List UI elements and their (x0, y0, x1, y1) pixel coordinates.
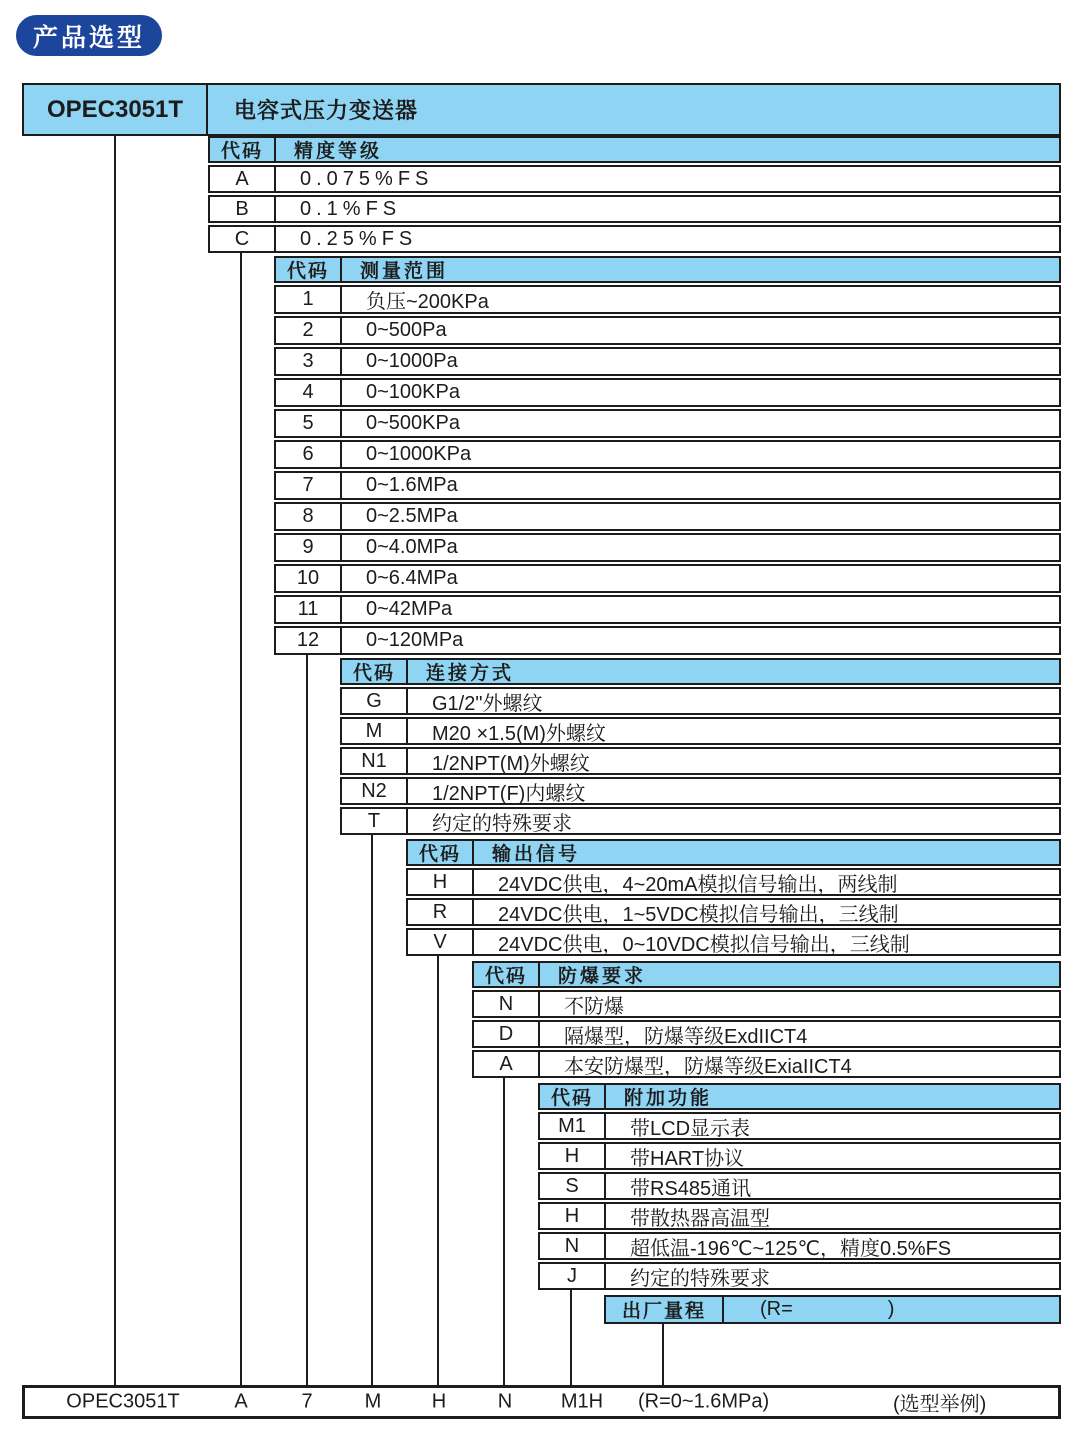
section-additional-functions (538, 1083, 1061, 1292)
code-cell: B (210, 197, 276, 221)
table-row (274, 471, 1061, 500)
section-title: 连接方式 (426, 663, 515, 684)
example-accuracy: A (234, 1390, 248, 1413)
code-cell: A (210, 167, 276, 191)
table-header-row (22, 83, 1061, 136)
desc-cell: 0.075%FS (300, 167, 434, 190)
desc-cell: 带HART协议 (630, 1147, 745, 1170)
table-row (274, 440, 1061, 469)
table-row (274, 285, 1061, 314)
table-row (538, 1202, 1061, 1230)
desc-cell: 带散热器高温型 (630, 1207, 770, 1230)
connector-line (306, 655, 308, 1385)
code-cell: 12 (276, 628, 342, 653)
table-row (340, 807, 1061, 835)
code-cell: 11 (276, 597, 342, 622)
code-cell: 1 (276, 287, 342, 312)
page-title-badge: 产品选型 (16, 15, 162, 56)
desc-cell: 约定的特殊要求 (432, 812, 572, 835)
code-cell: A (474, 1052, 540, 1076)
desc-cell: 0~6.4MPa (366, 567, 458, 589)
table-row (208, 195, 1061, 223)
table-row (406, 868, 1061, 896)
table-row (538, 1262, 1061, 1290)
table-row (274, 564, 1061, 593)
code-cell: H (540, 1204, 606, 1228)
connector-line (662, 1322, 664, 1385)
desc-cell: 隔爆型，防爆等级ExdIICT4 (564, 1025, 808, 1048)
section-header-row (274, 256, 1061, 283)
table-row (472, 1050, 1061, 1078)
code-cell: N2 (342, 779, 408, 803)
factory-range-value (724, 1297, 1059, 1322)
desc-cell: 1/2NPT(F)内螺纹 (432, 782, 586, 805)
desc-cell: 超低温-196℃~125℃，精度0.5%FS (630, 1237, 952, 1260)
desc-cell: 负压~200KPa (366, 291, 489, 313)
table-row (274, 533, 1061, 562)
code-cell: 10 (276, 566, 342, 591)
code-header-cell: 代码 (474, 963, 540, 986)
section-connection (340, 658, 1061, 837)
code-cell: 8 (276, 504, 342, 529)
factory-range-row (604, 1295, 1061, 1324)
example-explosion: N (497, 1390, 513, 1413)
table-row (340, 747, 1061, 775)
section-title: 测量范围 (360, 261, 449, 282)
code-header-cell: 代码 (342, 660, 408, 683)
connector-line (437, 956, 439, 1385)
section-title: 附加功能 (624, 1088, 713, 1109)
table-row (274, 502, 1061, 531)
section-output-signal (406, 839, 1061, 958)
desc-cell: 24VDC供电，4~20mA模拟信号输出，两线制 (498, 873, 898, 896)
table-row (274, 347, 1061, 376)
code-cell: 2 (276, 318, 342, 343)
section-explosion-proof (472, 961, 1061, 1080)
connector-line (570, 1290, 572, 1385)
table-row (208, 225, 1061, 253)
code-cell: N1 (342, 749, 408, 773)
code-cell: M1 (540, 1114, 606, 1138)
table-row (274, 378, 1061, 407)
section-header-row (538, 1083, 1061, 1110)
code-cell: T (342, 809, 408, 833)
code-cell: V (408, 930, 474, 954)
desc-cell: 0~4.0MPa (366, 536, 458, 558)
desc-cell: 1/2NPT(M)外螺纹 (432, 752, 590, 775)
table-row (538, 1172, 1061, 1200)
desc-cell: 0~500KPa (366, 412, 460, 434)
table-row (274, 595, 1061, 624)
code-cell: S (540, 1174, 606, 1198)
table-row (472, 1020, 1061, 1048)
factory-range-label: 出厂量程 (606, 1297, 724, 1322)
code-cell: D (474, 1022, 540, 1046)
code-cell: J (540, 1264, 606, 1288)
desc-cell: 0~1.6MPa (366, 474, 458, 496)
code-cell: C (210, 227, 276, 251)
table-row (340, 717, 1061, 745)
code-cell: H (408, 870, 474, 894)
table-row (472, 990, 1061, 1018)
table-row (406, 928, 1061, 956)
example-range-code: 7 (301, 1390, 313, 1413)
table-row (274, 626, 1061, 655)
code-header-cell: 代码 (276, 258, 342, 281)
code-header-cell: 代码 (210, 138, 276, 161)
desc-cell: 0~120MPa (366, 629, 464, 651)
example-connection: M (364, 1390, 382, 1413)
code-cell: N (474, 992, 540, 1016)
desc-cell: 0~42MPa (366, 598, 453, 620)
table-row (274, 316, 1061, 345)
model-code-cell: OPEC3051T (24, 85, 208, 134)
desc-cell: 0~500Pa (366, 319, 447, 341)
table-row (274, 409, 1061, 438)
code-cell: 7 (276, 473, 342, 498)
desc-cell: M20 ×1.5(M)外螺纹 (432, 722, 606, 745)
code-cell: 5 (276, 411, 342, 436)
desc-cell: 0~100KPa (366, 381, 460, 403)
code-cell: 4 (276, 380, 342, 405)
table-row (340, 777, 1061, 805)
table-row (208, 165, 1061, 193)
example-extra: M1H (560, 1390, 604, 1413)
example-model: OPEC3051T (66, 1390, 180, 1413)
table-row (538, 1232, 1061, 1260)
section-header-row (208, 136, 1061, 163)
code-header-cell: 代码 (408, 841, 474, 864)
table-row (538, 1112, 1061, 1140)
table-row (538, 1142, 1061, 1170)
code-header-cell: 代码 (540, 1085, 606, 1108)
desc-cell: 0.1%FS (300, 197, 402, 220)
code-cell: 3 (276, 349, 342, 374)
section-header-row (472, 961, 1061, 988)
desc-cell: 0~1000Pa (366, 350, 458, 372)
section-header-row (340, 658, 1061, 685)
section-title: 防爆要求 (558, 966, 647, 987)
example-output: H (431, 1390, 447, 1413)
desc-cell: 不防爆 (564, 995, 624, 1018)
range-prefix: (R= (760, 1298, 793, 1320)
section-title: 输出信号 (492, 844, 581, 865)
connector-line (503, 1078, 505, 1385)
code-cell: M (342, 719, 408, 743)
table-row (406, 898, 1061, 926)
desc-cell: 约定的特殊要求 (630, 1267, 770, 1290)
desc-cell: 0~2.5MPa (366, 505, 458, 527)
range-suffix: ) (887, 1298, 895, 1320)
desc-cell: 0~1000KPa (366, 443, 472, 465)
connector-line (371, 835, 373, 1385)
code-cell: G (342, 689, 408, 713)
desc-cell: 本安防爆型，防爆等级ExiaIICT4 (564, 1055, 852, 1078)
connector-line (240, 253, 242, 1385)
example-note: (选型举例) (893, 1393, 987, 1416)
section-header-row (406, 839, 1061, 866)
desc-cell: 0.25%FS (300, 227, 418, 250)
desc-cell: 带LCD显示表 (630, 1117, 751, 1140)
section-accuracy (208, 136, 1061, 255)
desc-cell: G1/2"外螺纹 (432, 692, 543, 715)
connector-line (114, 136, 116, 1385)
product-name-cell: 电容式压力变送器 (234, 98, 419, 123)
desc-cell: 24VDC供电，0~10VDC模拟信号输出，三线制 (498, 933, 910, 956)
table-row (340, 687, 1061, 715)
desc-cell: 带RS485通讯 (630, 1177, 752, 1200)
code-cell: 9 (276, 535, 342, 560)
code-cell: H (540, 1144, 606, 1168)
code-cell: N (540, 1234, 606, 1258)
desc-cell: 24VDC供电，1~5VDC模拟信号输出，三线制 (498, 903, 899, 926)
example-row (22, 1385, 1061, 1419)
example-range-value: (R=0~1.6MPa) (638, 1390, 770, 1413)
section-measuring-range (274, 256, 1061, 657)
code-cell: R (408, 900, 474, 924)
code-cell: 6 (276, 442, 342, 467)
section-title: 精度等级 (294, 141, 383, 162)
